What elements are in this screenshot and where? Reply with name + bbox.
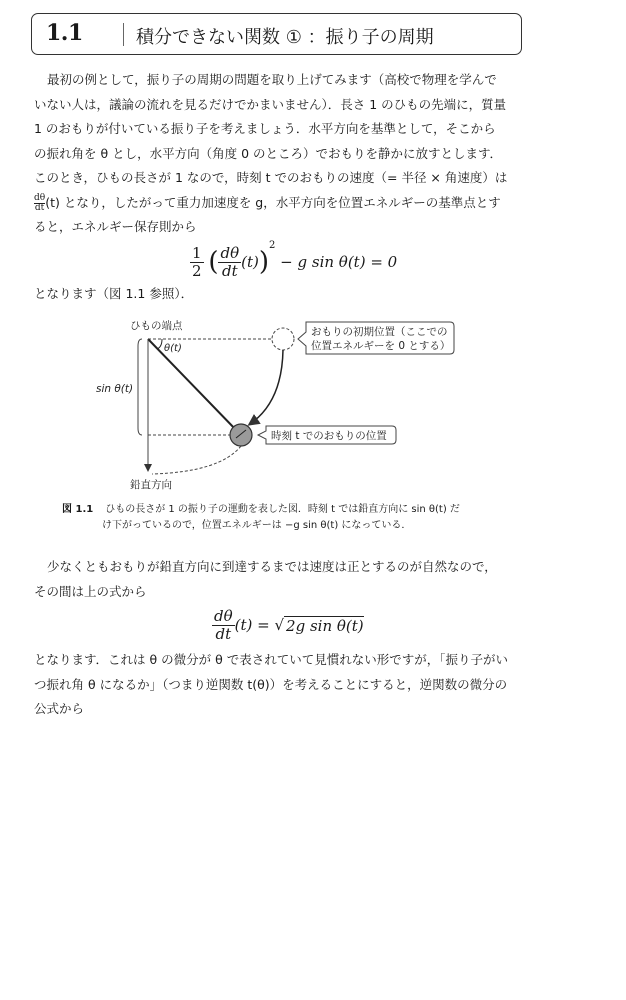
callout-initial-line2: 位置エネルギーを 0 とする）: [311, 340, 451, 352]
text-line: 少なくともおもりが鉛直方向に到達するまでは速度は正とするのが自然なので，: [47, 559, 497, 574]
sqrt-sign: √: [274, 616, 285, 634]
equation-energy-conservation: [190, 240, 397, 279]
paragraph-intro: [34, 68, 524, 240]
sin-bracket: [138, 339, 142, 435]
label-string-end: ひもの端点: [130, 320, 183, 332]
caption-line2: け下がっているので，位置エネルギーは −g sin θ(t) になっている．: [102, 520, 412, 531]
text-line: 最初の例として，振り子の周期の問題を取り上げてみます（高校で物理を学んで: [47, 72, 497, 87]
callout-time-text: 時刻 t でのおもりの位置: [271, 430, 387, 442]
figure-pendulum: [90, 312, 500, 492]
text-line: その間は上の式から: [34, 583, 147, 599]
label-theta: θ(t): [164, 343, 182, 354]
text-line: ると，エネルギー保存則から: [34, 219, 197, 234]
fraction-dtheta-dt: $\frac{d\theta}{dt}$: [220, 244, 240, 280]
label-vertical-direction: 鉛直方向: [130, 479, 172, 491]
paragraph-inverse: [34, 648, 524, 722]
pendulum-bob: [230, 424, 252, 446]
text-line: となります（図 1.1 参照）．: [34, 286, 194, 301]
pendulum-diagram: [90, 312, 500, 492]
section-number: 1.1: [46, 20, 83, 46]
sqrt-radicand: 2g sin θ(t): [286, 616, 364, 635]
equation-velocity: [212, 608, 364, 642]
section-heading-box: [31, 13, 522, 55]
swing-arc-dashed: [152, 446, 241, 474]
text-line: つ振れ角 θ になるか」（つまり逆関数 t(θ)）を考えることにすると，逆関数の微分の: [34, 676, 508, 692]
text-line: となります．これは θ の微分が θ で表されていて見慣れない形ですが，「振り子がい: [34, 652, 508, 667]
initial-position-circle: [272, 328, 294, 350]
paragraph-velocity: [34, 555, 524, 604]
right-paren: ): [258, 247, 270, 277]
text-line: の振れ角を θ とし，水平方向（角度 0 のところ）でおもりを静かに放すとします．: [34, 145, 502, 161]
text-line-with-fraction: $\frac{d\theta}{dt}(t)$ となり，したがって重力加速度を g，水平方向を位置エネルギーの基準点とす: [34, 192, 501, 213]
label-sin-theta: sin θ(t): [96, 383, 134, 395]
caption-line1: ひもの長さが 1 の振り子の運動を表した図．時刻 t では鉛直方向に sin θ(t) だ: [105, 504, 460, 515]
swing-path-arrow: [250, 350, 283, 424]
text-line: いない人は，議論の流れを見るだけでかまいません）．長さ 1 のひもの先端に，質量: [34, 96, 507, 112]
section-divider: [123, 23, 124, 46]
eq-rest: − g sin θ(t) = 0: [275, 253, 398, 271]
callout-initial-line1: おもりの初期位置（ここでの: [311, 326, 448, 338]
fraction-half: $\frac{1}{2}$: [192, 244, 202, 280]
angle-arc: [157, 339, 162, 349]
text-line: このとき，ひもの長さが 1 なので，時刻 t でのおもりの速度（= 半径 × 角速度）は: [34, 170, 508, 185]
text-line: 公式から: [34, 701, 85, 716]
caption-label: 図 1.1: [62, 504, 94, 515]
paragraph-after-eq1: [34, 282, 524, 307]
fraction-dtheta-dt-2: $\frac{d\theta}{dt}$: [214, 607, 233, 643]
figure-caption: [62, 502, 502, 534]
inline-fraction: $\frac{d\theta}{dt}$: [34, 192, 46, 213]
eq-arg: (t): [241, 253, 259, 271]
text-line: 1 のおもりが付いている振り子を考えましょう．水平方向を基準として，そこから: [34, 121, 496, 136]
left-paren: (: [208, 247, 219, 277]
eq2-lhs-arg: (t) =: [234, 616, 275, 634]
section-title: 積分できない関数 ① ：振り子の周期: [136, 27, 434, 48]
pendulum-string: [148, 339, 238, 432]
exponent: 2: [269, 240, 276, 251]
